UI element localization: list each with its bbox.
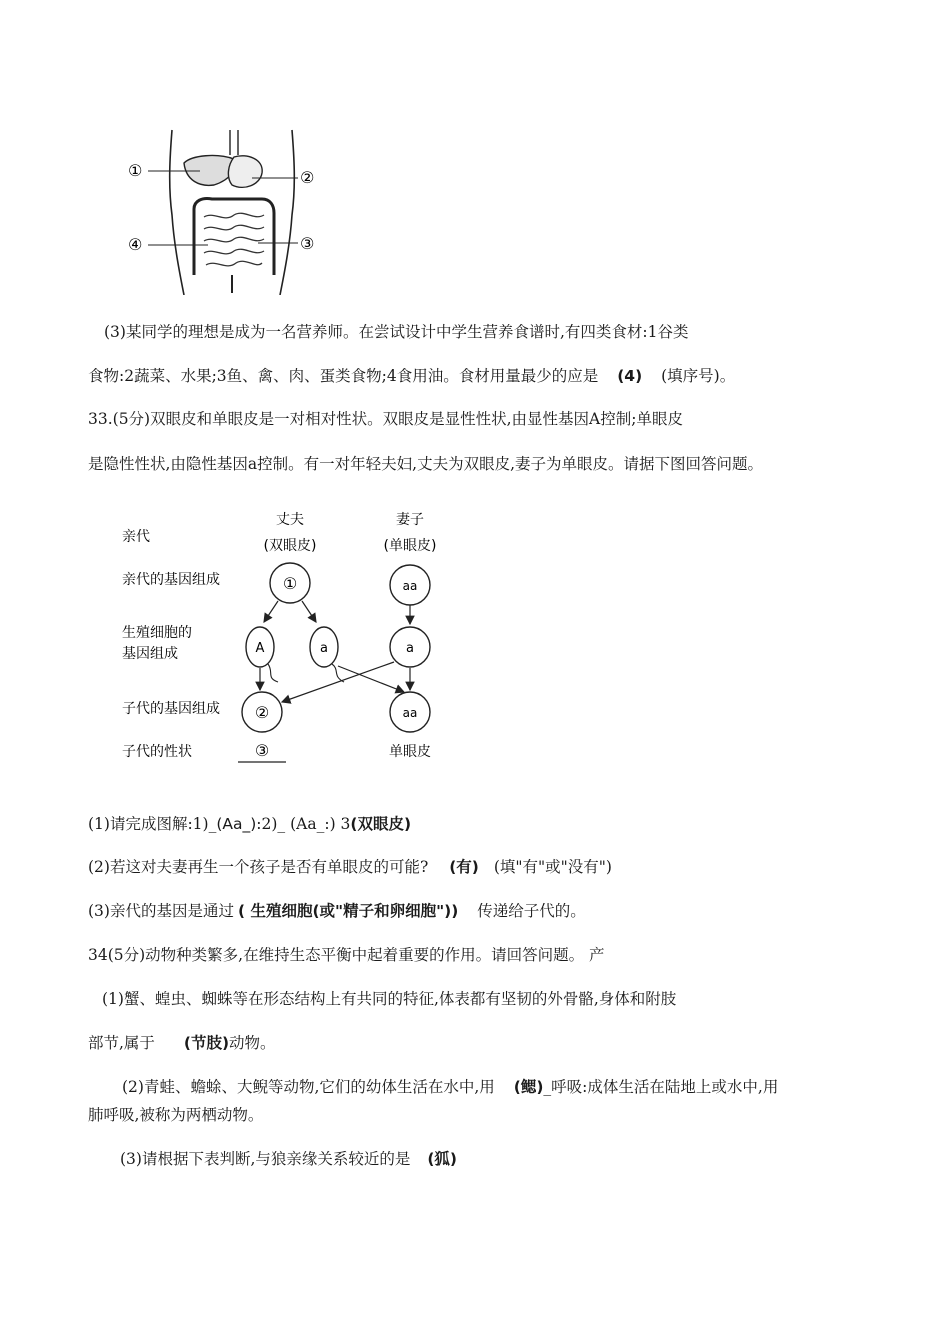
child1-genes: ② (254, 703, 270, 722)
q33-a2-post: (填"有"或"没有") (493, 858, 612, 876)
q33-answer-1 (88, 814, 411, 834)
organ-label-1: ① (128, 161, 143, 180)
organ-label-2: ② (300, 168, 315, 187)
q34-p1-line2-pre: 部节,属于 (88, 1034, 155, 1052)
q34-p2-line1 (122, 1077, 778, 1097)
q34-p1-ans: (节肢) (183, 1034, 230, 1052)
q33-a3-ans: ( 生殖细胞(或"精子和卵细胞")) (237, 902, 459, 920)
row-label-gamete-2: 基因组成 (122, 646, 178, 662)
q33-a1-ans3: (双眼皮) (350, 815, 412, 833)
q33-a1-mid: :2)_ ( (256, 815, 297, 833)
q34-p2-ans: (鳃) (513, 1078, 544, 1096)
row-label-child-genes: 子代的基因组成 (122, 701, 220, 717)
genetics-diagram (118, 506, 458, 768)
q34-p2-line1-pre: (2)青蛙、蟾蜍、大鲵等动物,它们的幼体生活在水中,用 (122, 1078, 495, 1096)
q32-3-line2 (88, 366, 735, 386)
q33-a2-pre: (2)若这对夫妻再生一个孩子是否有单眼皮的可能? (88, 858, 429, 876)
q34-p2-line2: 肺呼吸,被称为两栖动物。 (88, 1106, 264, 1124)
q33-a3-pre: (3)亲代的基因是通过 (88, 902, 234, 920)
child2-genes: aa (402, 706, 418, 720)
q34-p3-ans: (狐) (427, 1150, 457, 1168)
row-label-parent-genes: 亲代的基因组成 (122, 572, 220, 588)
row-label-parent: 亲代 (122, 529, 150, 545)
wife-genes: aa (402, 579, 418, 593)
q34-p1-line2 (88, 1033, 276, 1053)
husband-label: 丈夫 (276, 512, 304, 528)
digestive-system-figure (122, 125, 322, 295)
q33-a1-pre: (1)请完成图解:1)_ (88, 815, 217, 833)
row-label-gamete-1: 生殖细胞的 (122, 625, 192, 641)
q33-answer-3 (88, 901, 586, 921)
q34-p3-pre: (3)请根据下表判断,与狼亲缘关系较近的是 (120, 1150, 411, 1168)
sperm-a: a (320, 641, 328, 656)
q33-line2: 是隐性性状,由隐性基因a控制。有一对年轻夫妇,丈夫为双眼皮,妻子为单眼皮。请据下图回答问题。 (88, 455, 764, 473)
q34-p1-line1: (1)蟹、蝗虫、蜘蛛等在形态结构上有共同的特征,体表都有坚韧的外骨骼,身体和附肢 (102, 990, 677, 1008)
wife-trait-label: (单眼皮) (383, 538, 437, 554)
q34-p3 (120, 1149, 457, 1169)
q32-3-line2-pre: 食物:2蔬菜、水果;3鱼、禽、肉、蛋类食物;4食用油。食材用量最少的应是 (88, 367, 599, 385)
child1-trait: ③ (254, 741, 270, 760)
child2-trait: 单眼皮 (389, 744, 431, 760)
sperm-A: A (255, 641, 265, 656)
q33-a1-ans1: (Aa_) (216, 815, 257, 833)
q33-a1-ans2: Aa_: (296, 815, 330, 833)
q32-3-line1: (3)某同学的理想是成为一名营养师。在尝试设计中学生营养食谱时,有四类食材:1谷类 (104, 323, 689, 341)
q32-3-line2-post: (填序号)。 (661, 367, 736, 385)
row-label-child-trait: 子代的性状 (122, 744, 192, 760)
egg-a: a (406, 641, 414, 656)
q34-p1-line2-post: 动物。 (229, 1034, 276, 1052)
q33-a1-mid2: ) 3 (329, 815, 351, 833)
q34-line1: 34(5分)动物种类繁多,在维持生态平衡中起着重要的作用。请回答问题。 产 (88, 946, 605, 964)
q33-a2-ans: (有) (449, 858, 479, 876)
q33-answer-2 (88, 857, 612, 877)
q32-3-answer: (4) (617, 367, 643, 385)
husband-genes: ① (282, 574, 298, 593)
q33-line1: 33.(5分)双眼皮和单眼皮是一对相对性状。双眼皮是显性性状,由显性基因A控制;单眼皮 (88, 410, 683, 428)
husband-trait-label: (双眼皮) (263, 538, 317, 554)
q34-p2-line1-post: _呼吸:成体生活在陆地上或水中,用 (543, 1078, 779, 1096)
q33-a3-post: 传递给子代的。 (477, 902, 586, 920)
wife-label: 妻子 (396, 512, 424, 528)
organ-label-4: ④ (128, 235, 143, 254)
organ-label-3: ③ (300, 234, 315, 253)
